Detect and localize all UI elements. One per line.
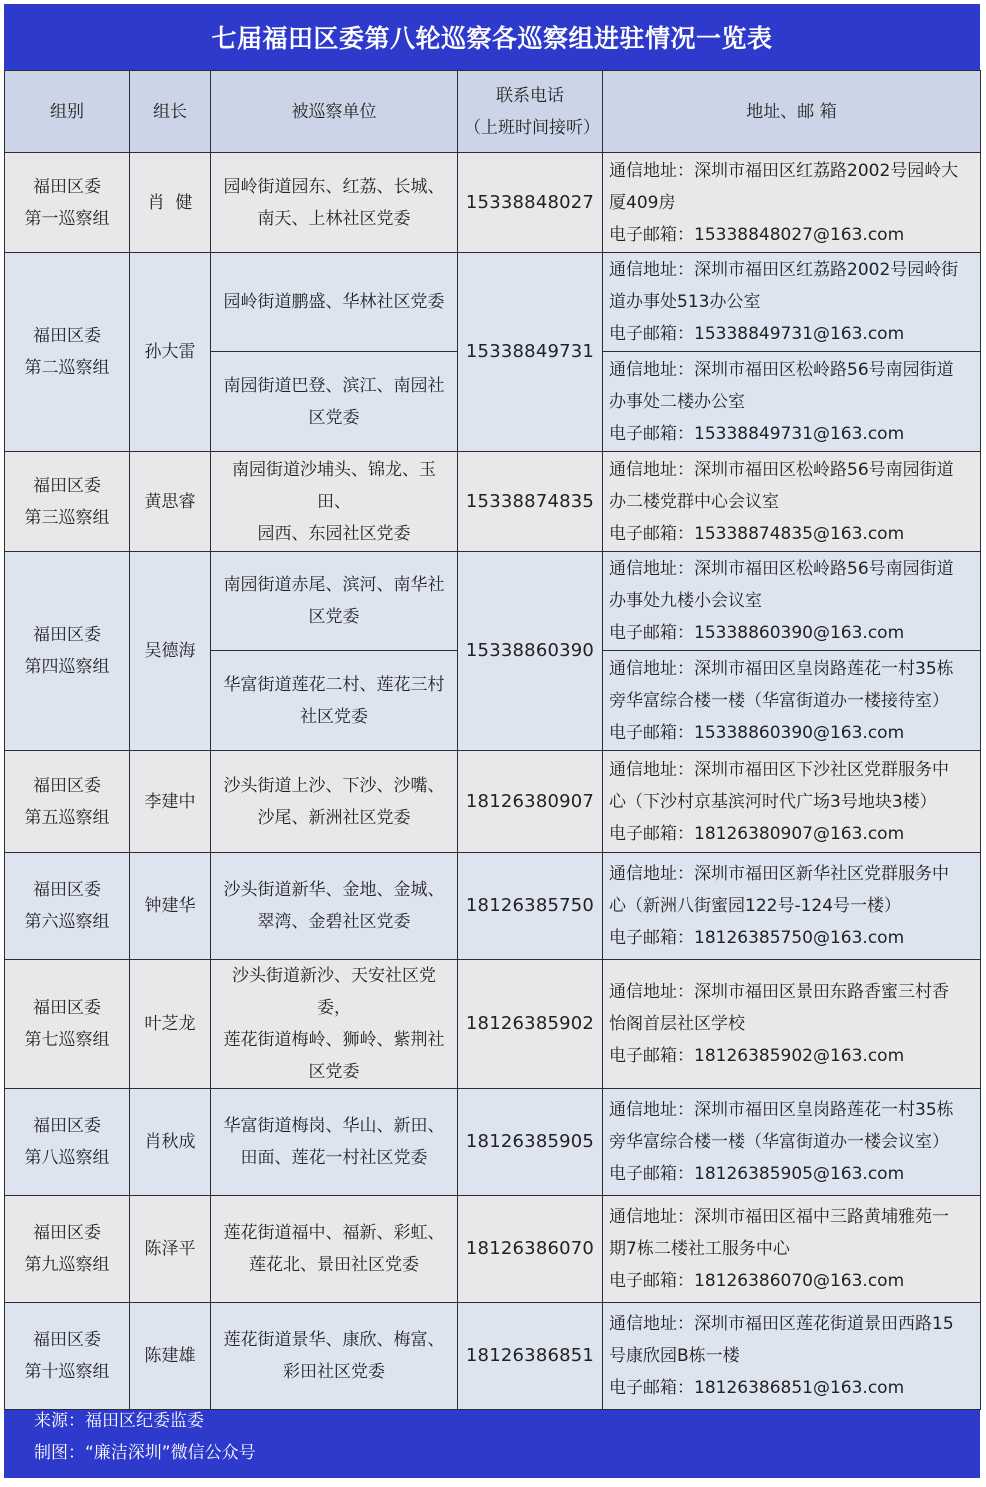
cell-line: 道办事处513办公室 [609,292,761,312]
unit-cell [211,853,458,960]
leader-cell: 李建中 [130,751,211,853]
group-name-line1: 福田区委 [33,625,101,645]
phone-cell: 15338848027 [458,153,603,253]
table-row [5,1196,981,1303]
group-cell [5,960,130,1089]
cell-line: 田面、莲花一村社区党委 [240,1148,428,1168]
cell-line: 心（下沙村京基滨河时代广场3号地块3楼） [609,791,937,812]
header-group: 组别 [5,71,130,153]
group-name-line2: 第一巡察组 [24,208,110,229]
cell-line: 彩田社区党委 [283,1362,385,1382]
group-cell [5,153,130,253]
group-cell [5,452,130,552]
group-name-line1: 福田区委 [33,1116,101,1136]
cell-line: 沙头街道新华、金地、金城、 [223,880,445,900]
cell-line: 旁华富综合楼一楼（华富街道办一楼接待室） [609,690,949,711]
unit-cell [211,1089,458,1196]
cell-line: 电子邮箱：18126386851@163.com [609,1378,905,1398]
table-row [5,751,981,853]
header-phone-line2: （上班时间接听） [464,117,600,138]
cell-line: 华富街道梅岗、华山、新田、 [223,1116,445,1136]
cell-line: 园西、东园社区党委 [257,523,411,544]
group-name-line1: 福田区委 [33,998,101,1018]
cell-line: 通信地址：深圳市福田区新华社区党群服务中 [609,864,949,884]
cell-line: 区党委 [308,607,360,627]
group-name-line1: 福田区委 [33,1330,101,1350]
cell-line: 电子邮箱：15338874835@163.com [609,523,905,544]
phone-cell: 15338860390 [458,552,603,751]
cell-line: 通信地址：深圳市福田区松岭路56号南园街道 [609,559,954,579]
table-header-row [5,71,981,153]
address-cell [603,452,981,552]
address-cell [603,1196,981,1303]
unit-cell [211,552,458,651]
header-address: 地址、邮 箱 [603,71,981,153]
group-name-line1: 福田区委 [33,176,101,197]
group-name-line1: 福田区委 [33,475,101,496]
cell-line: 通信地址：深圳市福田区红荔路2002号园岭大 [609,160,959,181]
cell-line: 南园街道赤尾、滨河、南华社 [223,575,445,595]
leader-cell: 叶芝龙 [130,960,211,1089]
cell-line: 通信地址：深圳市福田区景田东路香蜜三村香 [609,982,949,1002]
leader-cell: 孙大雷 [130,253,211,452]
leader-cell: 黄思睿 [130,452,211,552]
table-row [5,552,981,651]
group-name-line1: 福田区委 [33,1223,101,1243]
cell-line: 期7栋二楼社工服务中心 [609,1239,790,1259]
address-cell [603,253,981,352]
cell-line: 社区党委 [300,706,368,727]
cell-line: 沙尾、新洲社区党委 [257,807,411,828]
cell-line: 心（新洲八街蜜园122号-124号一楼） [609,896,902,916]
cell-line: 厦409房 [609,192,676,213]
leader-cell: 钟建华 [130,853,211,960]
leader-cell: 陈建雄 [130,1303,211,1410]
table-row [5,153,981,253]
cell-line: 办事处二楼办公室 [609,391,745,412]
cell-line: 电子邮箱：15338848027@163.com [609,224,905,245]
header-phone-line1: 联系电话 [496,85,564,106]
group-name-line2: 第四巡察组 [24,657,110,677]
cell-line: 沙头街道新沙、天安社区党委， [232,966,436,1018]
group-cell [5,253,130,452]
cell-line: 通信地址：深圳市福田区皇岗路莲花一村35栋 [609,1100,954,1120]
cell-line: 电子邮箱：18126380907@163.com [609,823,905,844]
unit-cell [211,352,458,452]
unit-cell [211,253,458,352]
unit-cell [211,651,458,751]
group-name-line2: 第二巡察组 [24,358,110,378]
cell-line: 怡阁首层社区学校 [609,1014,745,1034]
cell-line: 通信地址：深圳市福田区红荔路2002号园岭街 [609,260,959,280]
address-cell [603,853,981,960]
group-name-line2: 第八巡察组 [24,1148,110,1168]
cell-line: 通信地址：深圳市福田区松岭路56号南园街道 [609,459,954,480]
group-name-line2: 第十巡察组 [24,1362,110,1382]
group-cell [5,751,130,853]
unit-cell [211,751,458,853]
cell-line: 华富街道莲花二村、莲花三村 [223,674,445,695]
phone-cell: 15338874835 [458,452,603,552]
phone-cell: 18126386070 [458,1196,603,1303]
cell-line: 南园街道巴登、滨江、南园社 [223,375,445,396]
cell-line: 办二楼党群中心会议室 [609,491,779,512]
cell-line: 南园街道沙埔头、锦龙、玉田、 [232,459,436,512]
group-name-line1: 福田区委 [33,326,101,346]
unit-cell [211,452,458,552]
phone-cell: 18126385750 [458,853,603,960]
phone-cell: 18126386851 [458,1303,603,1410]
cell-line: 号康欣园B栋一楼 [609,1346,740,1366]
footer [4,1388,980,1478]
cell-line: 区党委 [308,1062,360,1082]
cell-line: 通信地址：深圳市福田区下沙社区党群服务中 [609,759,949,780]
leader-cell: 肖 健 [130,153,211,253]
address-cell [603,1089,981,1196]
cell-line: 办事处九楼小会议室 [609,591,762,611]
group-cell [5,853,130,960]
document-sheet [4,4,980,1478]
cell-line: 通信地址：深圳市福田区莲花街道景田西路15 [609,1314,954,1334]
cell-line: 园岭街道园东、红荔、长城、 [223,176,445,197]
cell-line: 翠湾、金碧社区党委 [257,912,411,932]
cell-line: 南天、上林社区党委 [257,208,411,229]
leader-cell: 吴德海 [130,552,211,751]
unit-cell [211,1196,458,1303]
address-cell [603,153,981,253]
cell-line: 电子邮箱：15338860390@163.com [609,623,905,643]
address-cell [603,552,981,651]
table-row [5,452,981,552]
unit-cell [211,960,458,1089]
footer-credit: 制图：“廉洁深圳”微信公众号 [34,1443,256,1463]
phone-cell: 18126385905 [458,1089,603,1196]
cell-line: 区党委 [308,407,360,428]
cell-line: 通信地址：深圳市福田区福中三路黄埔雅苑一 [609,1207,949,1227]
cell-line: 旁华富综合楼一楼（华富街道办一楼会议室） [609,1132,949,1152]
cell-line: 莲花街道景华、康欣、梅富、 [223,1330,445,1350]
header-phone [458,71,603,153]
cell-line: 电子邮箱：18126386070@163.com [609,1271,905,1291]
cell-line: 通信地址：深圳市福田区松岭路56号南园街道 [609,359,954,380]
page-title: 七届福田区委第八轮巡察各巡察组进驻情况一览表 [211,24,773,53]
cell-line: 园岭街道鹏盛、华林社区党委 [223,292,445,312]
table-row [5,1089,981,1196]
cell-line: 电子邮箱：15338849731@163.com [609,423,905,444]
address-cell [603,352,981,452]
cell-line: 电子邮箱：18126385902@163.com [609,1046,905,1066]
group-name-line2: 第六巡察组 [24,912,110,932]
cell-line: 电子邮箱：18126385905@163.com [609,1164,905,1184]
table-body [5,153,981,1410]
leader-cell: 陈泽平 [130,1196,211,1303]
cell-line: 莲花街道梅岭、狮岭、紫荆社 [223,1030,445,1050]
cell-line: 电子邮箱：15338860390@163.com [609,722,905,743]
address-cell [603,751,981,853]
cell-line: 通信地址：深圳市福田区皇岗路莲花一村35栋 [609,658,954,679]
cell-line: 沙头街道上沙、下沙、沙嘴、 [223,775,445,796]
table-row [5,853,981,960]
header-leader: 组长 [130,71,211,153]
phone-cell: 15338849731 [458,253,603,452]
group-name-line2: 第九巡察组 [24,1255,110,1275]
cell-line: 莲花街道福中、福新、彩虹、 [223,1223,445,1243]
footer-source: 来源：福田区纪委监委 [34,1411,204,1431]
address-cell [603,960,981,1089]
table-row [5,960,981,1089]
leader-cell: 肖秋成 [130,1089,211,1196]
cell-line: 莲花北、景田社区党委 [249,1255,419,1275]
table-row [5,253,981,352]
cell-line: 电子邮箱：18126385750@163.com [609,928,905,948]
group-cell [5,1196,130,1303]
group-name-line1: 福田区委 [33,880,101,900]
group-name-line1: 福田区委 [33,775,101,796]
cell-line: 电子邮箱：15338849731@163.com [609,324,905,344]
inspection-table [4,70,981,1410]
unit-cell [211,153,458,253]
group-cell [5,1089,130,1196]
group-name-line2: 第五巡察组 [24,807,110,828]
group-cell [5,552,130,751]
header-unit: 被巡察单位 [211,71,458,153]
phone-cell: 18126385902 [458,960,603,1089]
phone-cell: 18126380907 [458,751,603,853]
address-cell [603,651,981,751]
group-name-line2: 第七巡察组 [24,1030,110,1050]
group-name-line2: 第三巡察组 [24,507,110,528]
